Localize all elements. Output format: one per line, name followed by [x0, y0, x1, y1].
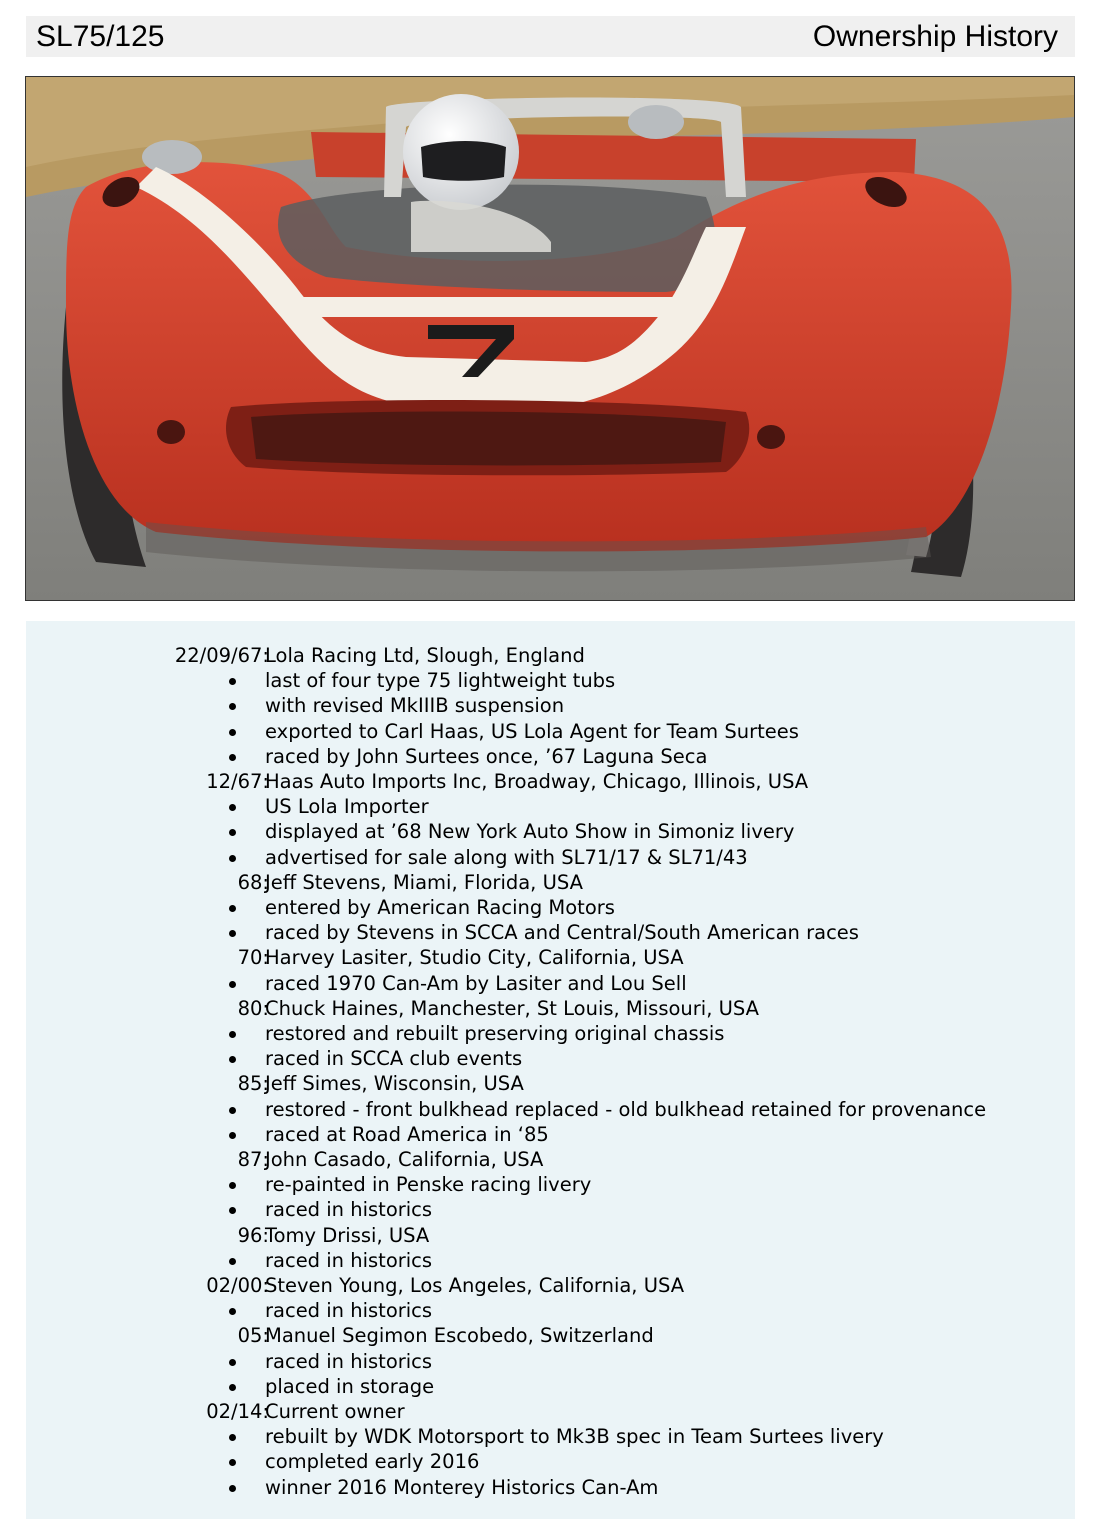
- note-text: placed in storage: [265, 1374, 435, 1398]
- entry-date: 70:: [237, 946, 269, 970]
- entry-date: 22/09/67:: [174, 644, 269, 667]
- bullet-icon: [229, 1056, 236, 1063]
- bullet-icon: [229, 905, 236, 912]
- note-entry: [26, 845, 1075, 870]
- entry-date: 80:: [237, 996, 269, 1020]
- bullet-icon: [229, 1359, 236, 1366]
- page-title: Ownership History: [812, 20, 1058, 53]
- owner-name: Lola Racing Ltd, Slough, England: [265, 644, 585, 667]
- note-entry: [26, 1248, 1075, 1273]
- owner-name: Current owner: [265, 1400, 405, 1423]
- owner-name: Manuel Segimon Escobedo, Switzerland: [265, 1324, 654, 1348]
- owner-name: Chuck Haines, Manchester, St Louis, Missouri, USA: [265, 996, 759, 1020]
- note-text: raced by John Surtees once, ’67 Laguna Seca: [265, 744, 708, 768]
- owner-entry: [26, 870, 1075, 895]
- car-photo: [25, 76, 1075, 601]
- bullet-icon: [229, 804, 236, 811]
- note-entry: [26, 1172, 1075, 1197]
- bullet-icon: [229, 930, 236, 937]
- bullet-icon: [229, 1132, 236, 1139]
- bullet-icon: [229, 1434, 236, 1441]
- note-entry: [26, 920, 1075, 945]
- note-text: restored - front bulkhead replaced - old bulkhead retained for provenance: [265, 1097, 987, 1121]
- bullet-icon: [229, 1308, 236, 1315]
- entry-date: 05:: [237, 1324, 269, 1348]
- bullet-icon: [229, 1459, 236, 1466]
- owner-name: Jeff Stevens, Miami, Florida, USA: [265, 870, 583, 894]
- bullet-icon: [229, 1031, 236, 1038]
- entry-date: 02/00:: [206, 1274, 269, 1297]
- bullet-icon: [229, 1207, 236, 1214]
- owner-entry: [26, 1273, 1075, 1298]
- note-entry: [26, 1046, 1075, 1071]
- note-entry: [26, 668, 1075, 693]
- note-entry: [26, 1097, 1075, 1122]
- note-text: raced in historics: [265, 1299, 433, 1323]
- note-entry: [26, 794, 1075, 819]
- header-bar: [26, 16, 1075, 57]
- owner-entry: [26, 1399, 1075, 1424]
- ownership-history-panel: [26, 621, 1075, 1519]
- note-entry: [26, 1449, 1075, 1474]
- note-text: US Lola Importer: [265, 795, 429, 819]
- owner-entry: [26, 1071, 1075, 1096]
- note-text: raced by Stevens in SCCA and Central/South American races: [265, 921, 859, 945]
- note-entry: [26, 971, 1075, 996]
- note-text: rebuilt by WDK Motorsport to Mk3B spec in Team Surtees livery: [265, 1425, 884, 1449]
- bullet-icon: [229, 703, 236, 710]
- entry-date: 87:: [237, 1148, 269, 1171]
- owner-entry: [26, 769, 1075, 794]
- note-entry: [26, 819, 1075, 844]
- note-entry: [26, 1197, 1075, 1222]
- note-entry: [26, 1021, 1075, 1046]
- note-entry: [26, 693, 1075, 718]
- note-entry: [26, 1122, 1075, 1147]
- owner-entry: [26, 1147, 1075, 1172]
- note-text: exported to Carl Haas, US Lola Agent for Team Surtees: [265, 719, 799, 743]
- note-text: raced in historics: [265, 1248, 433, 1272]
- owner-name: Steven Young, Los Angeles, California, USA: [265, 1274, 685, 1297]
- note-text: with revised MkIIIB suspension: [265, 694, 565, 718]
- note-entry: [26, 719, 1075, 744]
- note-text: raced at Road America in ‘85: [265, 1122, 549, 1146]
- note-entry: [26, 1374, 1075, 1399]
- note-text: re-painted in Penske racing livery: [265, 1173, 592, 1197]
- entry-date: 96:: [237, 1223, 269, 1247]
- note-entry: [26, 1424, 1075, 1449]
- owner-name: Jeff Simes, Wisconsin, USA: [265, 1072, 524, 1096]
- bullet-icon: [229, 829, 236, 836]
- bullet-icon: [229, 754, 236, 761]
- owner-entry: [26, 643, 1075, 668]
- note-text: winner 2016 Monterey Historics Can-Am: [265, 1475, 659, 1499]
- entry-date: 85:: [237, 1072, 269, 1096]
- owner-entry: [26, 1323, 1075, 1348]
- bullet-icon: [229, 981, 236, 988]
- note-text: last of four type 75 lightweight tubs: [265, 669, 616, 693]
- note-text: entered by American Racing Motors: [265, 896, 615, 919]
- note-text: displayed at ’68 New York Auto Show in Simoniz livery: [265, 820, 795, 844]
- bullet-icon: [229, 1258, 236, 1265]
- note-entry: [26, 1349, 1075, 1374]
- chassis-number: SL75/125: [36, 20, 165, 53]
- note-text: restored and rebuilt preserving original chassis: [265, 1022, 725, 1045]
- note-text: raced 1970 Can-Am by Lasiter and Lou Sell: [265, 971, 687, 995]
- note-entry: [26, 895, 1075, 920]
- note-entry: [26, 1475, 1075, 1500]
- entry-date: 12/67:: [206, 770, 269, 793]
- note-text: raced in historics: [265, 1198, 433, 1222]
- owner-name: Tomy Drissi, USA: [265, 1223, 430, 1247]
- bullet-icon: [229, 729, 236, 736]
- owner-entry: [26, 996, 1075, 1021]
- note-text: raced in historics: [265, 1349, 433, 1373]
- entry-date: 02/14:: [206, 1400, 269, 1423]
- owner-name: Harvey Lasiter, Studio City, California, USA: [265, 946, 684, 970]
- bullet-icon: [229, 1107, 236, 1114]
- note-text: advertised for sale along with SL71/17 & SL71/43: [265, 845, 748, 869]
- note-text: raced in SCCA club events: [265, 1047, 523, 1071]
- owner-entry: [26, 945, 1075, 970]
- bullet-icon: [229, 1182, 236, 1189]
- owner-name: John Casado, California, USA: [265, 1148, 544, 1171]
- note-text: completed early 2016: [265, 1450, 480, 1474]
- bullet-icon: [229, 678, 236, 685]
- note-entry: [26, 744, 1075, 769]
- bullet-icon: [229, 1485, 236, 1492]
- bullet-icon: [229, 855, 236, 862]
- entry-date: 68:: [237, 870, 269, 894]
- note-entry: [26, 1298, 1075, 1323]
- owner-name: Haas Auto Imports Inc, Broadway, Chicago, Illinois, USA: [265, 770, 809, 793]
- bullet-icon: [229, 1384, 236, 1391]
- owner-entry: [26, 1223, 1075, 1248]
